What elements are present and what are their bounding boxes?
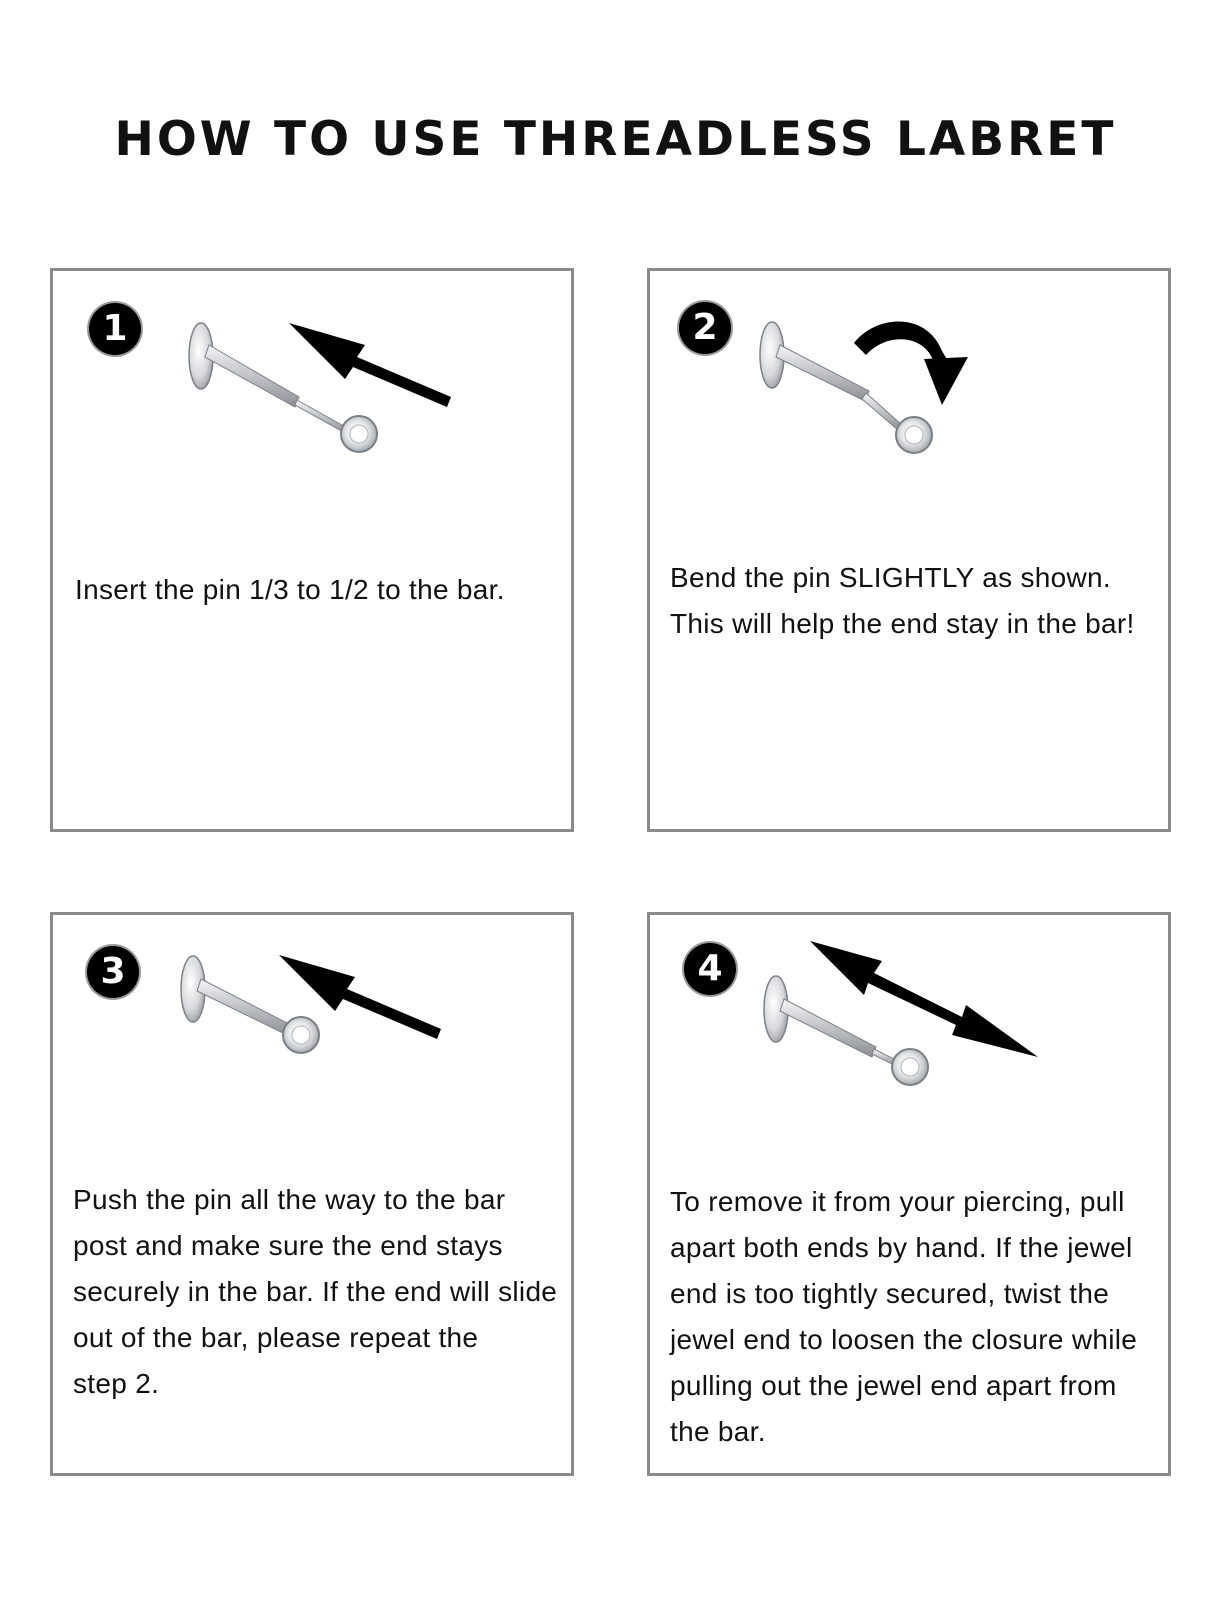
step-instructions (73, 1177, 557, 1407)
step-number-badge: 1 (89, 303, 141, 355)
instruction-line: the bar. (670, 1416, 766, 1447)
step-instructions (75, 567, 505, 613)
push-arrow-icon (275, 951, 455, 1041)
step-number-badge: 4 (684, 943, 736, 995)
instruction-line: end is too tightly secured, twist the (670, 1278, 1110, 1309)
step-instructions (670, 1179, 1137, 1455)
instruction-line: apart both ends by hand. If the jewel (670, 1232, 1133, 1263)
step-instructions (670, 555, 1135, 647)
instruction-line: out of the bar, please repeat the (73, 1322, 479, 1353)
step-panel-1 (50, 268, 574, 832)
step-panel-2 (647, 268, 1171, 832)
pull-apart-double-arrow-icon (806, 937, 1046, 1067)
instruction-line: Bend the pin SLIGHTLY as shown. (670, 562, 1111, 593)
step-number-badge: 3 (87, 946, 139, 998)
instruction-line: Push the pin all the way to the bar (73, 1184, 506, 1215)
instruction-line: To remove it from your piercing, pull (670, 1186, 1125, 1217)
step-number-badge: 2 (679, 302, 731, 354)
instruction-line: step 2. (73, 1368, 160, 1399)
insert-arrow-icon (285, 319, 465, 409)
step-panel-3 (50, 912, 574, 1476)
instruction-line: securely in the bar. If the end will slide (73, 1276, 558, 1307)
instruction-line: jewel end to loosen the closure while (670, 1324, 1138, 1355)
instruction-line: post and make sure the end stays (73, 1230, 503, 1261)
step-panel-4 (647, 912, 1171, 1476)
bend-curved-arrow-icon (846, 311, 976, 411)
instruction-line: pulling out the jewel end apart from (670, 1370, 1117, 1401)
page-title: HOW TO USE THREADLESS LABRET (114, 112, 1117, 167)
instruction-line: This will help the end stay in the bar! (670, 608, 1135, 639)
instruction-line: Insert the pin 1/3 to 1/2 to the bar. (75, 574, 505, 605)
